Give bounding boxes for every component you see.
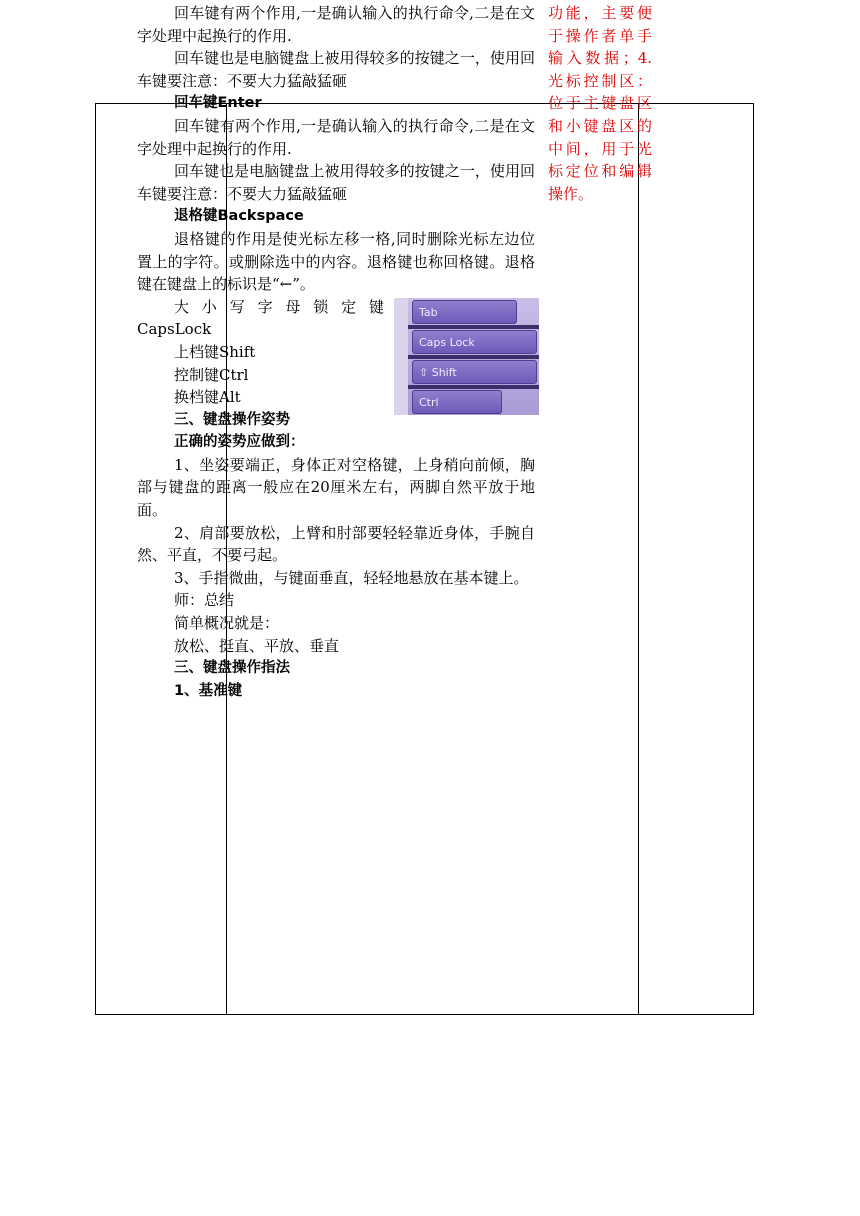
- paragraph-enter-purpose: 回车键有两个作用,一是确认输入的执行命令,二是在文字处理中起换行的作用.: [137, 4, 535, 45]
- paragraph-enter-purpose-2: 回车键有两个作用,一是确认输入的执行命令,二是在文字处理中起换行的作用.: [137, 116, 535, 158]
- shift-line: 上档键Shift: [174, 342, 256, 361]
- heading-posture: 三、键盘操作姿势: [174, 411, 290, 428]
- posture-step-3: 3、手指微曲，与键面垂直，轻轻地悬放在基本键上。: [174, 568, 529, 587]
- capslock-line: 大 小 写 字 母 锁 定 键 CapsLock: [137, 297, 384, 339]
- side-notes-column: [548, 2, 652, 205]
- alt-line: 换档键Alt: [174, 388, 241, 407]
- capslock-key-icon: Caps Lock: [412, 330, 537, 354]
- keyboard-keys-image: [394, 298, 539, 415]
- heading-backspace-key: 退格键Backspace: [174, 208, 304, 225]
- tab-key-icon: Tab: [412, 300, 517, 324]
- heading-enter-key: 回车键Enter: [174, 95, 262, 112]
- shift-key-icon: ⇧ Shift: [412, 360, 537, 384]
- paragraph-backspace: 退格键的作用是使光标左移一格,同时删除光标左边位置上的字符。或删除选中的内容。退格键也称回格键。退格键在键盘上的标识是“←”。: [137, 229, 535, 294]
- ctrl-line: 控制键Ctrl: [174, 365, 249, 384]
- side-note-text: 功能，主要便于操作者单手输入数据；4.光标控制区：位于主键盘区和小键盘区的中间，用于光标定位和编辑操作。: [548, 4, 652, 203]
- ctrl-key-icon: Ctrl: [412, 390, 502, 414]
- column-divider-right: [638, 104, 639, 1014]
- teacher-summary-label: 师：总结: [174, 591, 235, 610]
- posture-step-2: 2、肩部要放松，上臂和肘部要轻轻靠近身体，手腕自然、平直，不要弓起。: [137, 523, 535, 565]
- heading-correct-posture: 正确的姿势应做到：: [174, 434, 305, 451]
- paragraph-enter-usage-2: 回车键也是电脑键盘上被用得较多的按键之一，使用回车键要注意：不要大力猛敲猛砸: [137, 162, 535, 203]
- posture-step-1: 1、坐姿要端正，身体正对空格键，上身稍向前倾，胸部与键盘的距离一般应在20厘米左右，两脚自然平放于地面。: [137, 455, 535, 520]
- summary-intro: 简单概况就是：: [174, 614, 280, 633]
- heading-home-keys: 1、基准键: [174, 682, 243, 699]
- main-content-column: [137, 2, 535, 702]
- summary-text: 放松、挺直、平放、垂直: [174, 636, 340, 655]
- paragraph-enter-usage: 回车键也是电脑键盘上被用得较多的按键之一，使用回车键要注意：不要大力猛敲猛砸: [137, 49, 535, 90]
- key-list-with-image: [137, 296, 535, 409]
- heading-fingering: 三、键盘操作指法: [174, 660, 290, 677]
